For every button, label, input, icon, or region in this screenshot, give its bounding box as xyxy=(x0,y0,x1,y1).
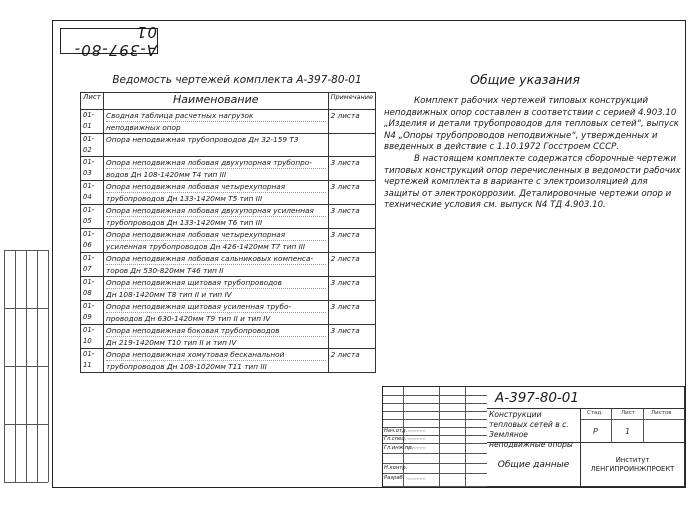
left-margin-stamp xyxy=(4,250,48,482)
row-sheet-code: 01-04 xyxy=(81,181,104,205)
organization xyxy=(581,443,685,487)
row-sheet-code: 01-02 xyxy=(81,134,104,157)
table-row xyxy=(81,277,376,301)
stage-label: Стад. xyxy=(587,410,603,416)
role-label: Н.контр. xyxy=(384,465,408,471)
role-label: Гл.спец. xyxy=(384,436,407,442)
role-label: Гл.инж.пр. xyxy=(384,445,414,451)
general-notes-title: Общие указания xyxy=(470,72,580,87)
org-line-2: ЛЕНГИПРОИНЖПРОЕКТ xyxy=(590,464,675,473)
row-name-line: Опора неподвижная лобовая двухупорная трубопро- xyxy=(106,157,326,169)
row-name-line: Опора неподвижная лобовая сальниковых компенса- xyxy=(106,253,326,265)
org-line-1: Институт xyxy=(615,455,650,464)
general-notes xyxy=(384,96,684,212)
corner-stamp-code: А-397-80-01 xyxy=(73,23,157,59)
notes-paragraph-2: В настоящем комплекте содержатся сборочные чертежи типовых конструкций опор перечисленных в ведомости рабочих чертежей комплекта в варианте с электроизоляцией для защиты от электрокоррозии. Деталировочные чертежи опор и технические условия см. выпуск N4 ТД 4.903.10. xyxy=(384,153,681,211)
row-name-line: Опора неподвижная боковая трубопроводов xyxy=(106,325,326,337)
table-row xyxy=(81,325,376,349)
row-sheet-code: 01-01 xyxy=(81,110,104,134)
table-row xyxy=(81,181,376,205)
table-row xyxy=(81,205,376,229)
row-note: 2 листа xyxy=(328,349,375,373)
header-note: Примечание xyxy=(328,93,375,110)
table-row xyxy=(81,229,376,253)
row-sheet-code: 01-03 xyxy=(81,157,104,181)
row-name-line: Опора неподвижная лобовая двухупорная усиленная xyxy=(106,205,326,217)
row-name-line: Опора неподвижная трубопроводов Дн 32-159 Т3 xyxy=(106,135,299,144)
row-name xyxy=(104,229,329,253)
row-note: 2 листа xyxy=(328,253,375,277)
row-note: 3 листа xyxy=(328,181,375,205)
row-name xyxy=(104,181,329,205)
row-sheet-code: 01-11 xyxy=(81,349,104,373)
row-note: 3 листа xyxy=(328,277,375,301)
row-name-line: неподвижных опор xyxy=(106,123,181,132)
table-row xyxy=(81,157,376,181)
table-row xyxy=(81,349,376,373)
row-name-line: Сводная таблица расчетных нагрузок xyxy=(106,110,326,122)
row-note: 3 листа xyxy=(328,325,375,349)
row-sheet-code: 01-08 xyxy=(81,277,104,301)
row-name xyxy=(104,277,329,301)
title-block-code: А-397-80-01 xyxy=(487,387,685,409)
row-sheet-code: 01-07 xyxy=(81,253,104,277)
row-name xyxy=(104,349,329,373)
drawing-register-table xyxy=(80,92,376,373)
title-block-sheet-name: Общие данные xyxy=(487,443,581,487)
row-name xyxy=(104,157,329,181)
row-name xyxy=(104,205,329,229)
stage-cell xyxy=(581,409,685,443)
sheet-value: 1 xyxy=(625,427,631,436)
approval-grid: Нач.отд. Гл.спец. Гл.инж.пр. Н.контр. Разраб. 〰〰〰 〰〰〰 〰〰〰 〰〰〰 xyxy=(383,387,487,487)
row-sheet-code: 01-05 xyxy=(81,205,104,229)
row-name-line: усиленная трубопроводов Дн 426-1420мм Т7 тип III xyxy=(106,242,306,251)
corner-stamp xyxy=(60,23,158,59)
row-note: 2 листа xyxy=(328,110,375,134)
row-name-line: Опора неподвижная хомутовая бесканальной xyxy=(106,349,326,361)
row-name xyxy=(104,253,329,277)
row-sheet-code: 01-10 xyxy=(81,325,104,349)
row-name-line: проводов Дн 630-1420мм Т9 тип II и тип IV xyxy=(106,314,271,323)
row-name-line: трубопроводов Дн 133-1420мм Т6 тип III xyxy=(106,218,263,227)
row-name xyxy=(104,134,329,157)
table-row xyxy=(81,134,376,157)
header-name: Наименование xyxy=(104,93,329,110)
row-name-line: торов Дн 530-820мм Т46 тип II xyxy=(106,266,224,275)
row-name xyxy=(104,325,329,349)
row-name-line: трубопроводов Дн 133-1420мм Т5 тип III xyxy=(106,194,263,203)
row-sheet-code: 01-06 xyxy=(81,229,104,253)
table-header-row xyxy=(81,93,376,110)
row-sheet-code: 01-09 xyxy=(81,301,104,325)
row-name-line: Дн 108-1420мм Т8 тип II и тип IV xyxy=(106,290,232,299)
notes-paragraph-1: Комплект рабочих чертежей типовых конструкций неподвижных опор составлен в соответствии с серией 4.903.10 „Изделия и детали трубопроводов для тепловых сетей“, выпуск N4 „Опоры трубопроводов неподвижные“, утвержденных и введенных в действие с 1.10.1972 Госстроем СССР. xyxy=(384,96,679,153)
title-block xyxy=(382,386,685,487)
role-label: Нач.отд. xyxy=(384,428,408,434)
header-sheet: Лист xyxy=(81,93,104,110)
row-name-line: Опора неподвижная щитовая трубопроводов xyxy=(106,277,326,289)
table-row xyxy=(81,253,376,277)
row-name-line: Опора неподвижная щитовая усиленная трубо- xyxy=(106,301,326,313)
row-note: 3 листа xyxy=(328,157,375,181)
row-name xyxy=(104,110,329,134)
sheet-label: Лист xyxy=(621,410,635,416)
row-note: 3 листа xyxy=(328,205,375,229)
table-row xyxy=(81,301,376,325)
sheets-label: Листов xyxy=(651,410,672,416)
row-name-line: водов Дн 108-1420мм Т4 тип III xyxy=(106,170,227,179)
row-name-line: трубопроводов Дн 108-1020мм Т11 тип III xyxy=(106,362,267,371)
title-block-description: Конструкции тепловых сетей в с. Земляное неподвижные опоры xyxy=(487,409,581,443)
table-row xyxy=(81,110,376,134)
role-label: Разраб. xyxy=(384,475,405,481)
row-note: 3 листа xyxy=(328,301,375,325)
row-name-line: Опора неподвижная лобовая четырехупорная xyxy=(106,181,326,193)
row-name-line: Опора неподвижная лобовая четырехупорная xyxy=(106,229,326,241)
stage-value: Р xyxy=(593,427,598,436)
row-note xyxy=(328,134,375,157)
register-title: Ведомость чертежей комплекта А-397-80-01 xyxy=(112,74,362,86)
row-name xyxy=(104,301,329,325)
row-note: 3 листа xyxy=(328,229,375,253)
row-name-line: Дн 219-1420мм Т10 тип II и тип IV xyxy=(106,338,237,347)
